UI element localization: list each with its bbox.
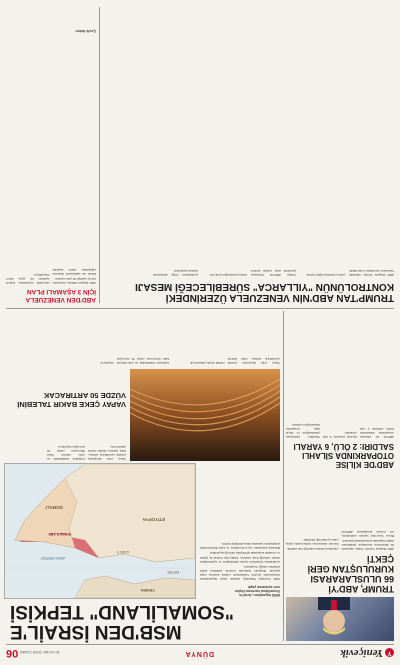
map-label: SOMALİ — [45, 505, 63, 510]
copper-story-body-lower — [6, 319, 280, 365]
main-deck — [200, 585, 280, 597]
main-deck-line1: MSB kaynakları, İsrail'in — [238, 593, 280, 597]
map-label: ERİTRE — [167, 570, 179, 574]
newspaper-logo — [340, 647, 394, 659]
venezuela-plan-headline-line2: İÇİN 3 AŞAMALI PLAN — [26, 288, 96, 296]
venezuela-control-story — [104, 7, 394, 303]
venezuela-plan-paragraph: Planın ilk aşamasında istikrarın sağlanması, ikinci aşamada ekonomik toparlanma, üçüncü aşamada ise geçiş süreci öngörülüyor. — [6, 267, 96, 285]
logo-mark: Y — [385, 649, 394, 658]
copper-headline-line2: VÜZDE 50 ARTIRACAK — [43, 391, 126, 400]
main-headline-line1: MSB'DEN İSRAİL'E — [10, 621, 182, 642]
main-story-body — [200, 471, 280, 581]
venezuela-plan-headline-line1: ABD'DEN VENEZUELA — [25, 296, 96, 303]
copper-story-body — [6, 411, 126, 461]
trump-story-paragraph: Beyaz Saray'dan yapılan açıklamada, söz konusu kuruluşların ABD'nin çıkarlarına hizmet etmediği öne sürüldü. — [286, 529, 394, 551]
venezuela-plan-story — [6, 29, 96, 303]
main-deck-line3: sert açıklama yaptı — [247, 585, 280, 589]
section-divider — [6, 308, 394, 309]
logo-text: Yeniçevik — [340, 647, 383, 659]
map-label: DJİBUTİ — [116, 550, 129, 554]
venezuela-story-paragraph: ABD Başkanı Trump, ülkesinin Venezuela üzerindeki kontrolünün yıllarca sürebileceğini söyledi. — [305, 268, 394, 277]
main-story-paragraph: Açıklamada Somali'nin toprak bütünlüğüne ve egemenliğine destek verildiği ifade edilerek, Türkiye'nin Somali ile eğitim ve savunma alanındaki işbirliğinin süreceği kaydedildi. — [200, 551, 280, 564]
page-number: 06 — [6, 647, 19, 659]
trump-headline-line1: TRUMP, ABD'Yİ — [328, 584, 394, 594]
abd-headline-line3: SALDIRI: 2 ÖLÜ, 6 YARALI — [293, 442, 394, 451]
venezuela-headline-line2: KONTROLÜNÜN "YILLARCA" SÜREBİLECEĞİ MESAJI — [135, 281, 394, 292]
issue-date: 10 OCAK 2026 CUMA — [20, 650, 60, 655]
copper-story-paragraph: Uzmanlar önümüzdeki on yılda küresel bakır ihtiyacının yüzde 50 artacağını öngörüyor. — [47, 444, 85, 461]
section-title: DÜNYA — [184, 650, 214, 657]
copper-story-paragraph: Uzmanlar önümüzdeki on yılda küresel bakır ihtiyacının yüzde 50 artacağını öngörüyor. — [99, 356, 170, 365]
abd-story-body — [286, 317, 394, 439]
trump-story-paragraph: Kararın uluslararası kamuoyunda geniş yankı uyandırdığı bildirildi. — [286, 537, 339, 546]
copper-photo — [130, 369, 280, 461]
venezuela-story-paragraph: Açıklamalar bölge ülkelerinde tepkiyle karşılandı. — [153, 268, 198, 277]
masthead — [6, 644, 394, 659]
main-story-paragraph: Bakanlık kaynakları ayrıca Kızıldeniz ve Aden Körfezi'ndeki gelişmelerin yakından takip edildiğini belirtti. — [200, 542, 280, 551]
copper-headline-line1: VAPAY ÇEKE BAKIR TALEBİNİ — [17, 400, 126, 409]
copper-headline — [6, 391, 126, 409]
venezuela-story-body — [104, 7, 394, 277]
trump-story-paragraph: ABD Başkanı Donald Trump, ülkesinin 66 uluslararası kuruluştan çekilmesine ilişkin başkanlık kararnamesini imzaladı. — [341, 538, 394, 551]
abd-headline-line1: ABD'DE KİLİSE — [335, 460, 394, 469]
abd-shooting-story — [286, 317, 394, 469]
main-headline-line2: "SOMALİLAND" TEPKİSİ — [10, 601, 234, 622]
main-deck-line2: Somaliland kararına ilişkin — [234, 589, 280, 593]
abd-headline-line2: OTOPARKINDA SİLAHLI — [302, 451, 394, 460]
column-divider — [99, 7, 100, 303]
abd-story-paragraph: ABD'de bir kilisenin otoparkında düzenlenen silahlı saldırıda 2 kişi hayatını kaybetti, 6 kişi yaralandı. — [323, 426, 394, 439]
venezuela-plan-body — [6, 35, 96, 285]
trump-headline-line2: 66 ULUSLARARASI — [310, 574, 394, 584]
venezuela-plan-paragraph: ABD Dışişleri Bakanı, Venezuela için üç aşamalı bir plan açıkladı. — [52, 276, 96, 285]
venezuela-headline-line1: TRUMP'TAN ABD'NİN VENEZUELA ÜZERİNDEKİ — [165, 292, 394, 303]
trump-story-body — [286, 491, 394, 551]
trump-photo — [286, 597, 394, 641]
map-label: ADEN KÖRFEZİ — [41, 556, 65, 560]
copper-wire-image — [130, 369, 280, 461]
main-headline — [10, 601, 280, 641]
map-label: ETİYOPYA — [142, 517, 165, 522]
map-label: YEMEN — [140, 588, 155, 593]
trump-headline-line3: KURULUŞTAN GERİ ÇEKTİ — [307, 554, 394, 574]
byline: Çevik Haber — [75, 29, 96, 33]
portrait-image — [286, 597, 394, 641]
copper-story-paragraph: Yapay zeka altyapısına yönelik yatırımların artması, bakır talebini önemli ölçüde yükseltecek. — [189, 356, 280, 365]
copper-story-paragraph: Yapay zeka altyapısına yönelik yatırımların artması, bakır talebini önemli ölçüde yükseltecek. — [88, 444, 126, 461]
column-divider — [283, 311, 284, 641]
venezuela-story-paragraph: Trump, ABD'nin Venezuela petrolünü uzun vadede kontrol etmeyi planladığını ifade etti. — [209, 268, 296, 277]
map-graphic — [5, 464, 195, 598]
trump-story — [286, 491, 394, 641]
abd-story-paragraph: Yetkililer saldırganın yakalandığını ve olayla ilgili soruşturma başlatıldığını açıkladı. — [286, 422, 320, 439]
map-label: SOMALİLAND — [48, 532, 71, 536]
horn-of-africa-map — [4, 463, 196, 599]
main-story-paragraph: Milli Savunma Bakanlığı haftalık basın bilgilendirme toplantısında İsrail'in Somaliland'ı tanıma kararına tepki gösterdi. Bölgenin istikrarını bozacak adımların kabul edilemez olduğu vurgulandı. — [200, 564, 280, 581]
